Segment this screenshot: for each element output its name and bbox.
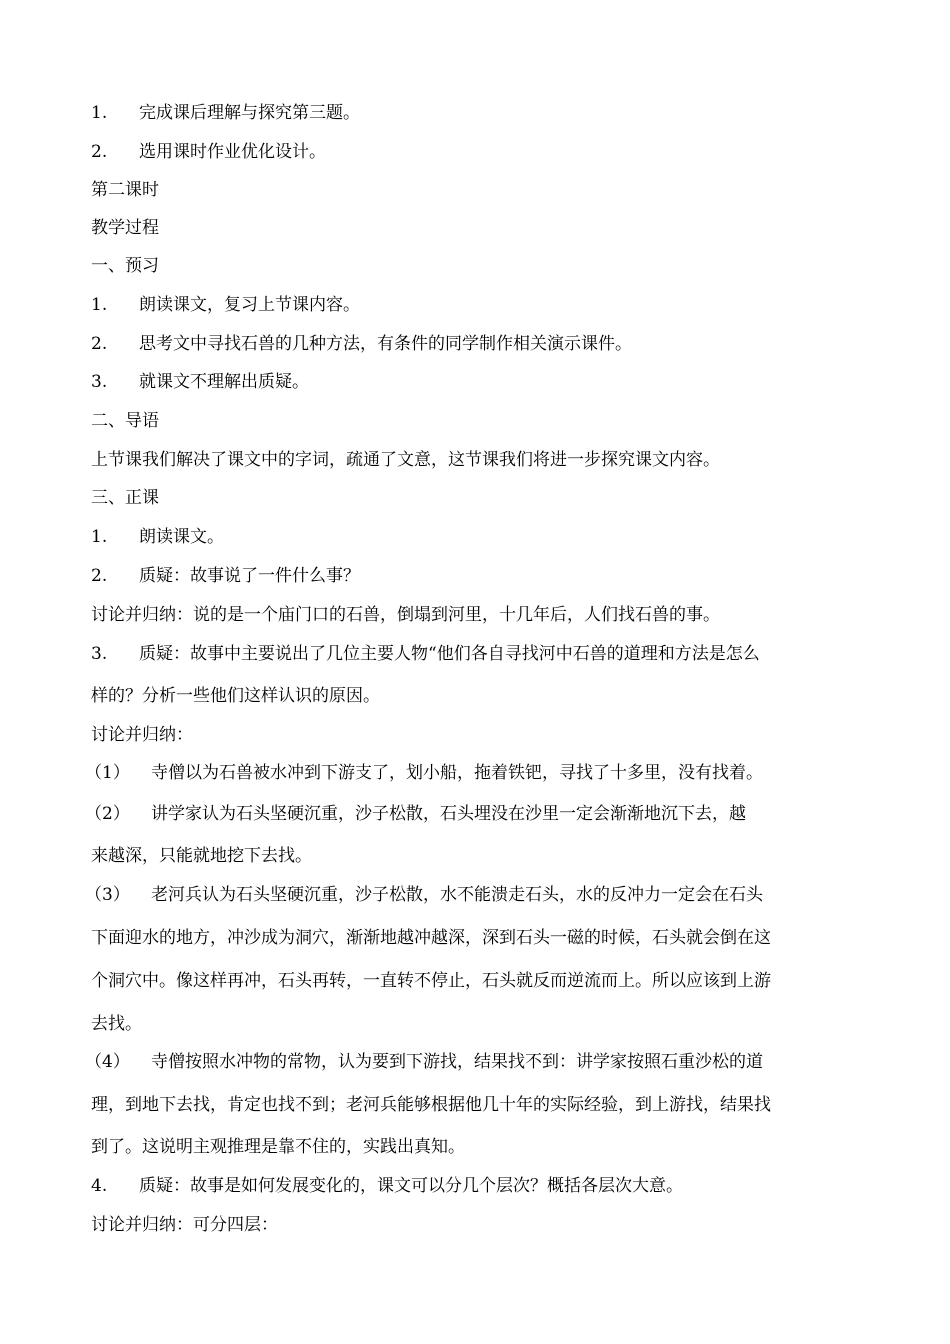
discussion-summary-1: 讨论并归纳：说的是一个庙门口的石兽，倒塌到河里，十几年后，人们找石兽的事。 — [91, 605, 720, 625]
list-text: 朗读课文，复习上节课内容。 — [139, 295, 360, 315]
section-heading-introduction: 二、导语 — [91, 411, 159, 431]
point-text: 老河兵认为石头坚硬沉重，沙子松散，水不能溃走石头，水的反冲力一定会在石头 — [151, 885, 763, 905]
list-number: 2. — [91, 566, 108, 586]
introduction-paragraph: 上节课我们解决了课文中的字词，疏通了文意，这节课我们将进一步探究课文内容。 — [91, 450, 720, 470]
list-text: 思考文中寻找石兽的几种方法，有条件的同学制作相关演示课件。 — [139, 334, 632, 354]
homework-item-1 — [91, 102, 360, 124]
list-number: 3. — [91, 372, 108, 392]
list-text: 质疑：故事说了一件什么事？ — [139, 566, 360, 586]
lesson-item-3 — [91, 643, 760, 665]
point-text: 寺僧按照水冲物的常物，认为要到下游找，结果找不到：讲学家按照石重沙松的道 — [151, 1052, 763, 1072]
discussion-point-4-line-2: 理，到地下去找，肯定也找不到；老河兵能够根据他几十年的实际经验，到上游找，结果找 — [91, 1095, 771, 1115]
section-heading-main-lesson: 三、正课 — [91, 488, 159, 508]
discussion-point-4-line-3: 到了。这说明主观推理是靠不住的，实践出真知。 — [91, 1137, 465, 1157]
list-number: 1. — [91, 527, 108, 547]
discussion-point-2 — [85, 803, 746, 825]
list-number: 3. — [91, 644, 108, 664]
lesson-item-2 — [91, 565, 360, 587]
list-number: 2. — [91, 334, 108, 354]
discussion-point-3 — [85, 884, 763, 906]
discussion-summary-layers: 讨论并归纳：可分四层： — [91, 1215, 278, 1235]
preview-item-3 — [91, 371, 309, 393]
point-text: 寺僧以为石兽被水冲到下游支了，划小船，拖着铁钯，寻找了十多里，没有找着。 — [151, 763, 763, 783]
document-page — [85, 0, 861, 1344]
discussion-point-1 — [85, 762, 763, 784]
preview-item-1 — [91, 294, 360, 316]
list-number: 1. — [91, 295, 108, 315]
lesson-item-1 — [91, 526, 224, 548]
list-text: 朗读课文。 — [139, 527, 224, 547]
paren-number: （4） — [85, 1052, 130, 1072]
paren-number: （2） — [85, 804, 130, 824]
list-number: 4. — [91, 1176, 108, 1196]
discussion-label: 讨论并归纳： — [91, 725, 193, 745]
list-text: 质疑：故事是如何发展变化的，课文可以分几个层次？概括各层次大意。 — [139, 1176, 683, 1196]
discussion-point-3-line-2: 下面迎水的地方，冲沙成为洞穴，渐渐地越冲越深，深到石头一磁的时候，石头就会倒在这 — [91, 928, 771, 948]
paren-number: （1） — [85, 763, 130, 783]
homework-item-2 — [91, 141, 326, 163]
paren-number: （3） — [85, 885, 130, 905]
section-heading-teaching-process: 教学过程 — [91, 218, 159, 238]
list-text: 质疑：故事中主要说出了几位主要人物“他们各自寻找河中石兽的道理和方法是怎么 — [139, 644, 760, 664]
list-number: 1. — [91, 103, 108, 123]
list-number: 2. — [91, 142, 108, 162]
lesson-item-3-continued: 样的？分析一些他们这样认识的原因。 — [91, 686, 380, 706]
discussion-point-3-line-4: 去找。 — [91, 1014, 142, 1034]
section-heading-preview: 一、预习 — [91, 256, 159, 276]
discussion-point-3-line-3: 个洞穴中。像这样再冲，石头再转，一直转不停止，石头就反而逆流而上。所以应该到上游 — [91, 971, 771, 991]
lesson-item-4 — [91, 1175, 683, 1197]
list-text: 就课文不理解出质疑。 — [139, 372, 309, 392]
discussion-point-4 — [85, 1051, 763, 1073]
preview-item-2 — [91, 333, 632, 355]
discussion-point-2-continued: 来越深，只能就地挖下去找。 — [91, 846, 312, 866]
section-heading-second-lesson: 第二课时 — [91, 180, 159, 200]
list-text: 完成课后理解与探究第三题。 — [139, 103, 360, 123]
point-text: 讲学家认为石头坚硬沉重，沙子松散，石头埋没在沙里一定会渐渐地沉下去，越 — [151, 804, 746, 824]
list-text: 选用课时作业优化设计。 — [139, 142, 326, 162]
